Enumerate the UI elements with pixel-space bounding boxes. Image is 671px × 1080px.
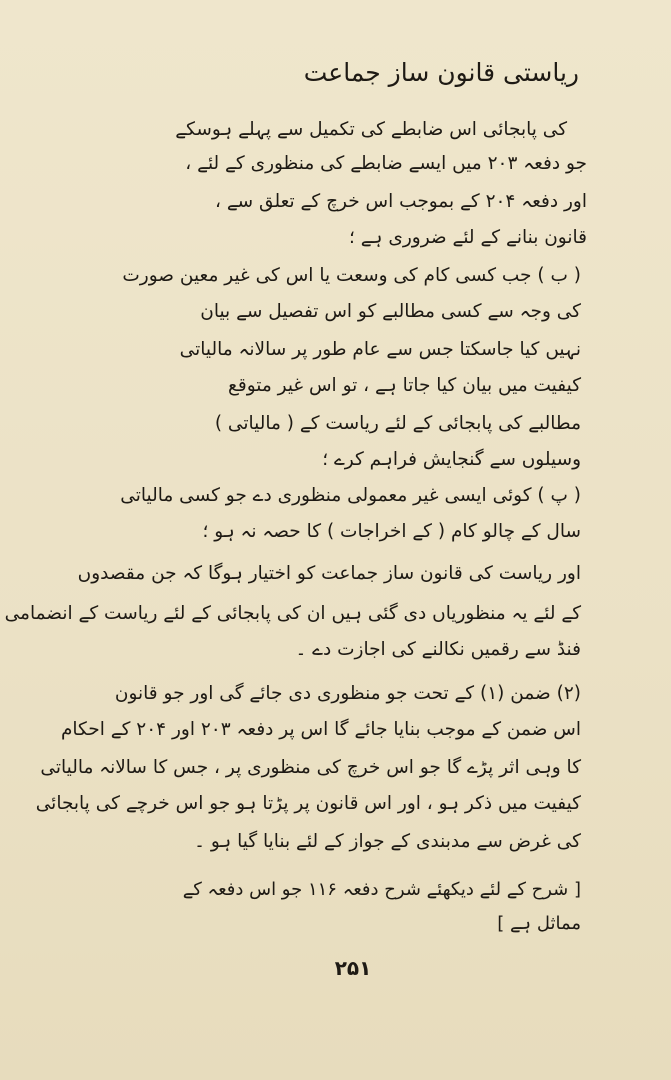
text-line: نہیں کیا جاسکتا جس سے عام طور پر سالانہ مالیاتی [179, 339, 581, 360]
text-line: کیفیت میں ذکر ہو ، اور اس قانون پر پڑتا ہو جو اس خرچے کی پابجائی [35, 793, 581, 814]
running-header: ریاستی قانون ساز جماعت [303, 58, 579, 87]
text-line: اس ضمن کے موجب بنایا جائے گا اس پر دفعہ ۲۰۳ اور ۲۰۴ کے احکام [60, 719, 581, 740]
text-line: کی پابجائی اس ضابطے کی تکمیل سے پہلے ہوسکے [175, 119, 567, 140]
text-line: اور ریاست کی قانون ساز جماعت کو اختیار ہوگا کہ جن مقصدوں [77, 563, 581, 584]
text-line: کی غرض سے مدبندی کے جواز کے لئے بنایا گیا ہو ۔ [194, 831, 581, 852]
page-number: ۲۵۱ [334, 956, 372, 980]
text-line: جو دفعہ ۲۰۳ میں ایسے ضابطے کی منظوری کے لئے ، [185, 153, 587, 174]
text-line: فنڈ سے رقمیں نکالنے کی اجازت دے ۔ [295, 639, 581, 660]
subsection-2-line: (۲) ضمن (۱) کے تحت جو منظوری دی جائے گی اور جو قانون [114, 683, 581, 704]
text-line: اور دفعہ ۲۰۴ کے بموجب اس خرچ کے تعلق سے ، [214, 191, 587, 212]
text-line: کیفیت میں بیان کیا جاتا ہے ، تو اس غیر متوقع [228, 375, 581, 396]
text-line: مطالبے کی پابجائی کے لئے ریاست کے ( مالیاتی ) [214, 413, 581, 434]
clause-b-line: ( ب ) جب کسی کام کی وسعت یا اس کی غیر معین صورت [122, 265, 581, 286]
text-line: کے لئے یہ منظوریاں دی گئی ہیں ان کی پابجائی کے لئے ریاست کے انضمامی [4, 603, 581, 624]
footnote-line: مماثل ہے ] [497, 913, 581, 934]
text-line: کا وہی اثر پڑے گا جو اس خرچ کی منظوری پر ، جس کا سالانہ مالیاتی [40, 757, 581, 778]
text-line: وسیلوں سے گنجایش فراہم کرے ؛ [322, 449, 581, 470]
text-line: کی وجہ سے کسی مطالبے کو اس تفصیل سے بیان [200, 301, 581, 322]
text-line: سال کے چالو کام ( کے اخراجات ) کا حصہ نہ ہو ؛ [202, 521, 581, 542]
text-line: قانون بنانے کے لئے ضروری ہے ؛ [349, 227, 587, 248]
clause-p-line: ( پ ) کوئی ایسی غیر معمولی منظوری دے جو کسی مالیاتی [120, 485, 581, 506]
footnote-line: [ شرح کے لئے دیکھئے شرح دفعہ ۱۱۶ جو اس دفعہ کے [182, 879, 581, 900]
